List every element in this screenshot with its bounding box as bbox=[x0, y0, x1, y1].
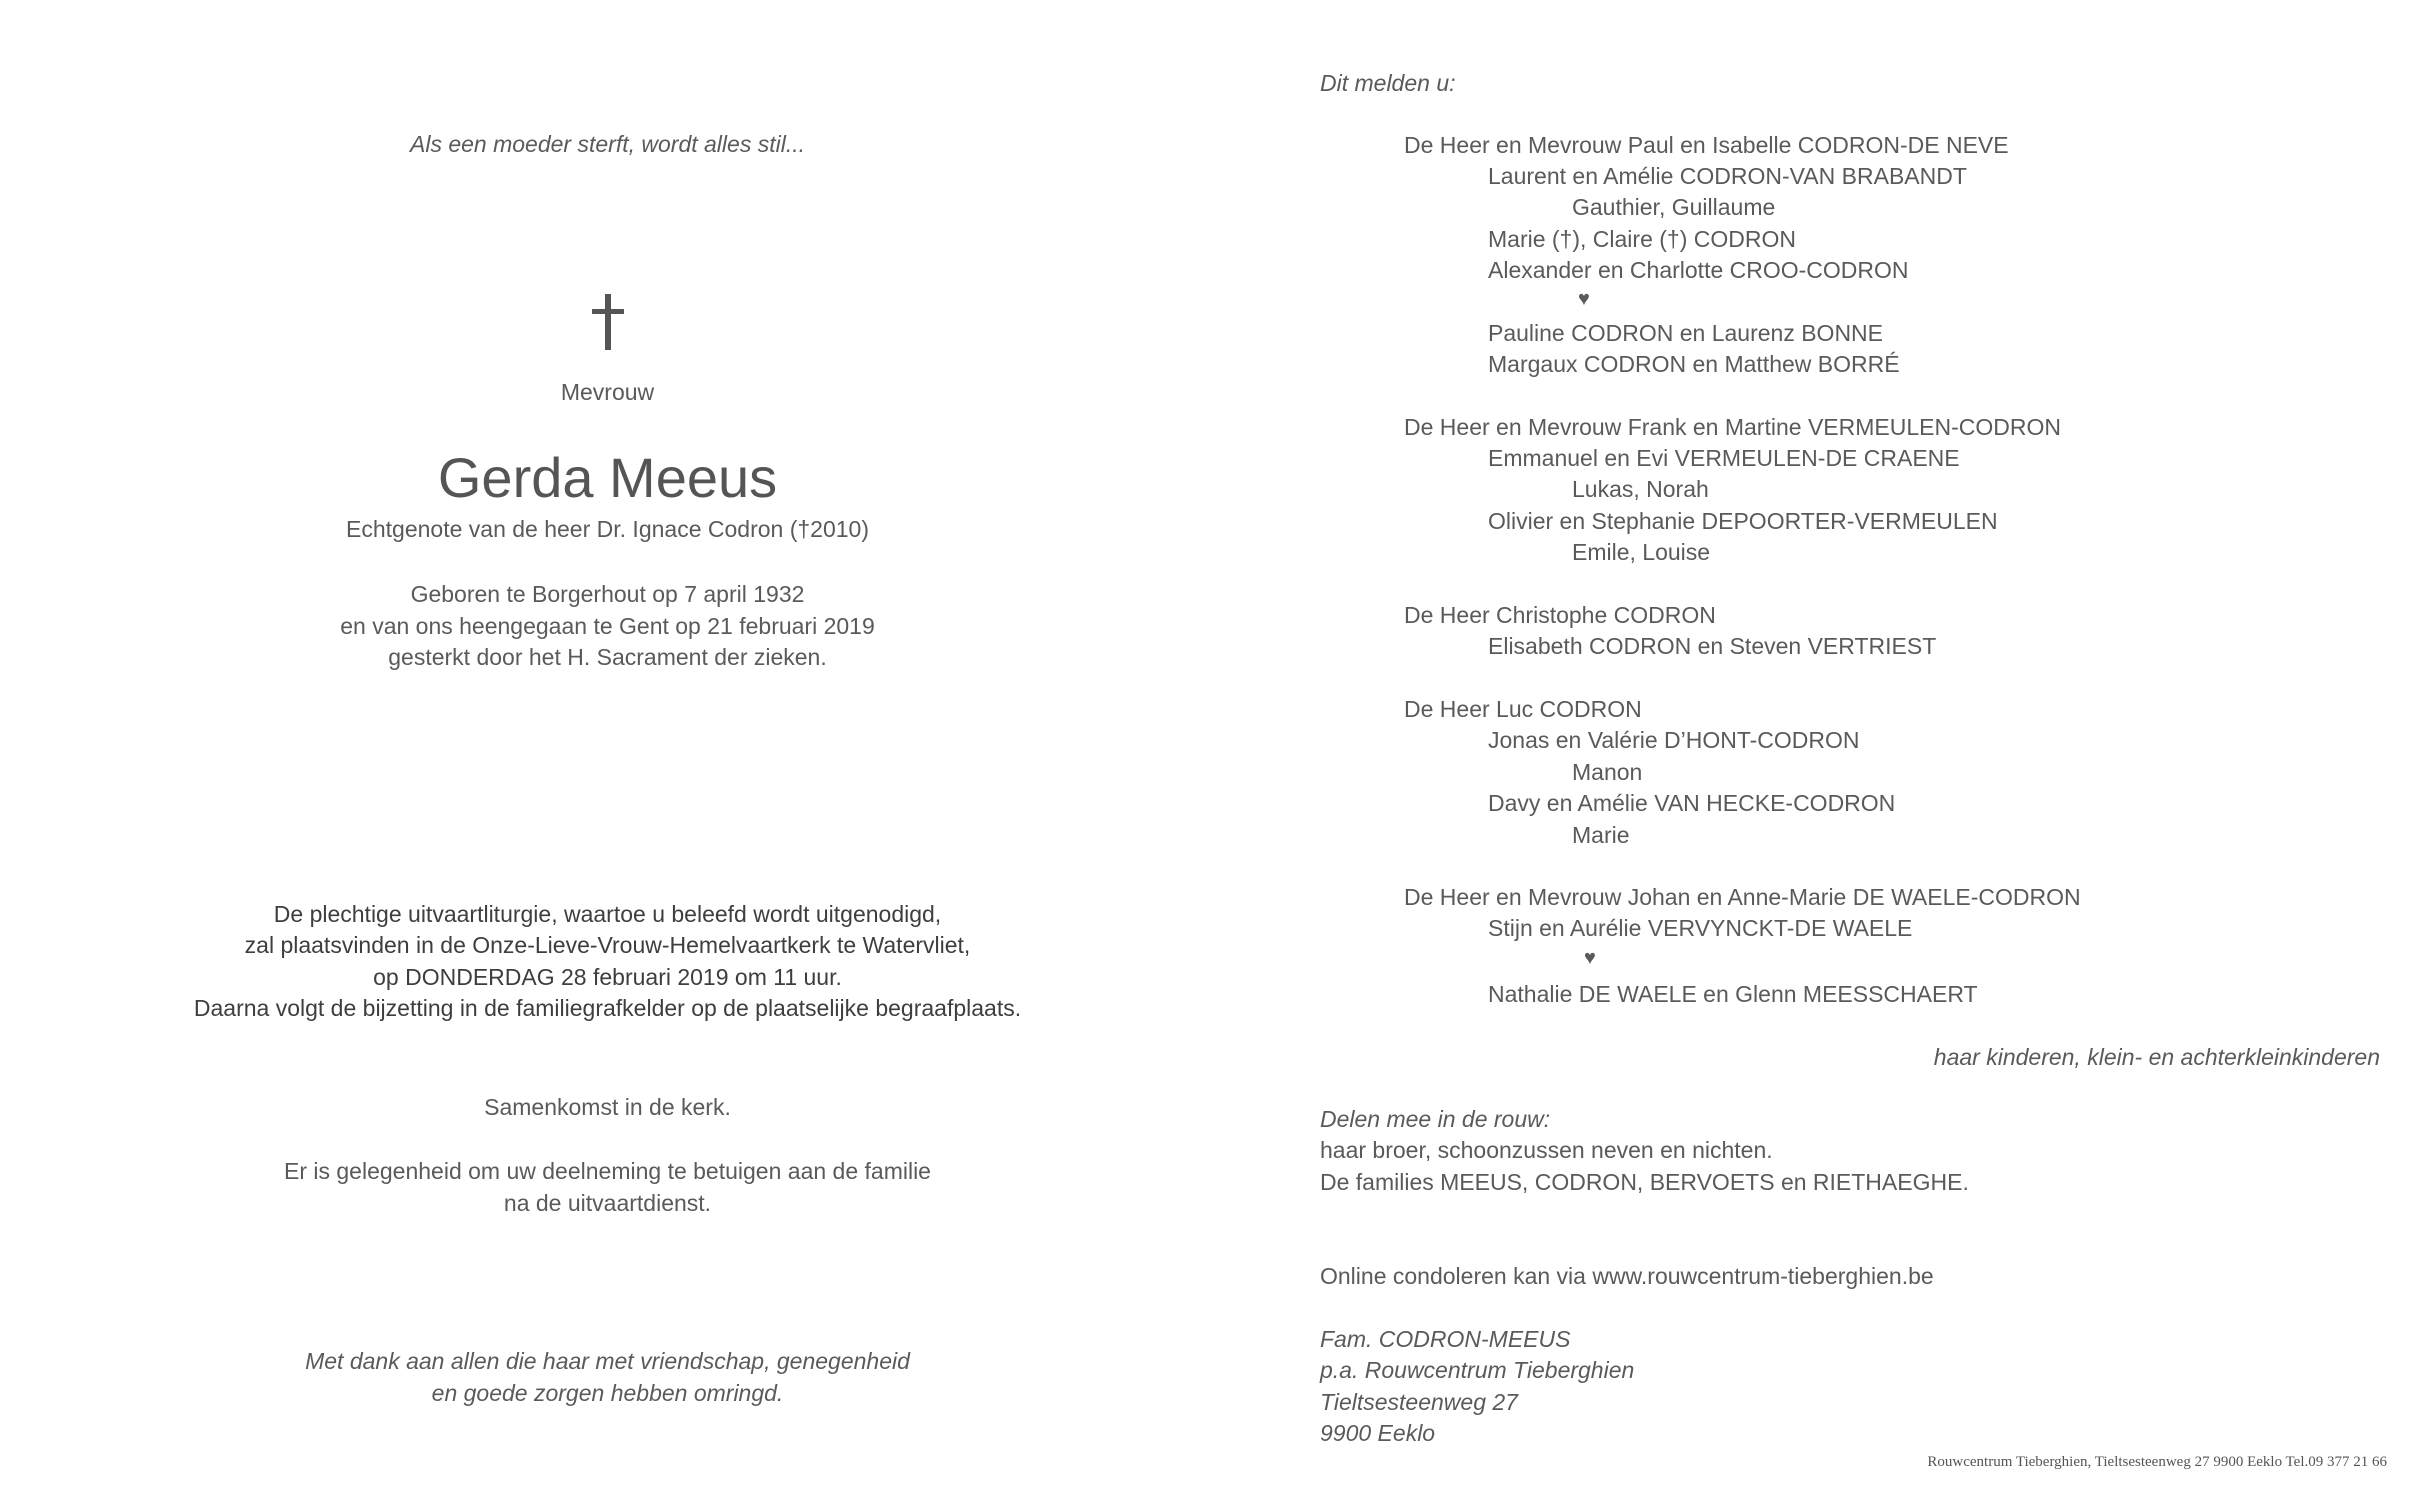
family-line: Manon bbox=[1572, 759, 1643, 785]
family-line: Marie bbox=[1572, 822, 1630, 848]
family-line: Marie (†), Claire (†) CODRON bbox=[1488, 226, 1796, 252]
family-line: Olivier en Stephanie DEPOORTER-VERMEULEN bbox=[1488, 508, 1998, 534]
family-line: Elisabeth CODRON en Steven VERTRIEST bbox=[1488, 633, 1937, 659]
right-panel bbox=[1320, 0, 2400, 1509]
family-line: Davy en Amélie VAN HECKE-CODRON bbox=[1488, 790, 1896, 816]
funeral-line: De plechtige uitvaartliturgie, waartoe u beleefd wordt uitgenodigd, bbox=[273, 901, 942, 927]
family-line: De Heer Luc CODRON bbox=[1404, 696, 1642, 722]
share-line: haar broer, schoonzussen neven en nichten. bbox=[1320, 1137, 1773, 1163]
online-condolence-line: Online condoleren kan via www.rouwcentrum-tieberghien.be bbox=[1320, 1263, 1934, 1289]
spouse-line: Echtgenote van de heer Dr. Ignace Codron (†2010) bbox=[346, 516, 869, 542]
gathering-line: Samenkomst in de kerk. bbox=[484, 1094, 731, 1120]
motto: Als een moeder sterft, wordt alles stil... bbox=[410, 131, 805, 157]
sacrament-line: gesterkt door het H. Sacrament der zieken. bbox=[388, 644, 827, 670]
family-line: Alexander en Charlotte CROO-CODRON bbox=[1488, 257, 1909, 283]
address-line: Tieltsesteenweg 27 bbox=[1320, 1389, 1518, 1415]
family-line: Margaux CODRON en Matthew BORRÉ bbox=[1488, 351, 1900, 377]
share-heading: Delen mee in de rouw: bbox=[1320, 1106, 1551, 1132]
birth-line: Geboren te Borgerhout op 7 april 1932 bbox=[410, 581, 805, 607]
heart-icon: ♥ bbox=[1578, 288, 1590, 310]
family-line: Emmanuel en Evi VERMEULEN-DE CRAENE bbox=[1488, 445, 1960, 471]
family-line: Jonas en Valérie D’HONT-CODRON bbox=[1488, 727, 1860, 753]
death-line: en van ons heengegaan te Gent op 21 februari 2019 bbox=[340, 613, 875, 639]
thanks-line: Met dank aan allen die haar met vriendschap, genegenheid bbox=[305, 1348, 910, 1374]
thanks-line: en goede zorgen hebben omringd. bbox=[431, 1380, 784, 1406]
family-line: Gauthier, Guillaume bbox=[1572, 194, 1776, 220]
condolence-line: na de uitvaartdienst. bbox=[503, 1190, 712, 1216]
family-line: Pauline CODRON en Laurenz BONNE bbox=[1488, 320, 1883, 346]
printer-footer: Rouwcentrum Tieberghien, Tieltsesteenweg 27 9900 Eeklo Tel.09 377 21 66 bbox=[1927, 1454, 2387, 1470]
funeral-line: Daarna volgt de bijzetting in de familiegrafkelder op de plaatselijke begraafplaats. bbox=[193, 995, 1022, 1021]
heart-icon: ♥ bbox=[1584, 947, 1596, 969]
share-line: De families MEEUS, CODRON, BERVOETS en RIETHAEGHE. bbox=[1320, 1169, 1969, 1195]
family-line: De Heer en Mevrouw Johan en Anne-Marie DE WAELE-CODRON bbox=[1404, 884, 2081, 910]
funeral-line: zal plaatsvinden in de Onze-Lieve-Vrouw-Hemelvaartkerk te Watervliet, bbox=[244, 932, 971, 958]
address-line: 9900 Eeklo bbox=[1320, 1420, 1436, 1446]
family-line: Lukas, Norah bbox=[1572, 476, 1709, 502]
address-line: Fam. CODRON-MEEUS bbox=[1320, 1326, 1571, 1352]
deceased-name: Gerda Meeus bbox=[437, 446, 778, 509]
family-line: De Heer en Mevrouw Frank en Martine VERMEULEN-CODRON bbox=[1404, 414, 2061, 440]
family-line: Nathalie DE WAELE en Glenn MEESSCHAERT bbox=[1488, 981, 1978, 1007]
family-line: Stijn en Aurélie VERVYNCKT-DE WAELE bbox=[1488, 915, 1913, 941]
honorific: Mevrouw bbox=[560, 379, 655, 405]
funeral-line: op DONDERDAG 28 februari 2019 om 11 uur. bbox=[373, 964, 842, 990]
family-line: De Heer en Mevrouw Paul en Isabelle CODRON-DE NEVE bbox=[1404, 132, 2009, 158]
family-signature: haar kinderen, klein- en achterkleinkinderen bbox=[1933, 1044, 2380, 1070]
family-line: Emile, Louise bbox=[1572, 539, 1711, 565]
address-line: p.a. Rouwcentrum Tieberghien bbox=[1320, 1357, 1635, 1383]
intro-line: Dit melden u: bbox=[1320, 70, 1456, 96]
family-line: Laurent en Amélie CODRON-VAN BRABANDT bbox=[1488, 163, 1967, 189]
condolence-line: Er is gelegenheid om uw deelneming te betuigen aan de familie bbox=[284, 1158, 931, 1184]
latin-cross-icon bbox=[0, 292, 1215, 352]
family-line: De Heer Christophe CODRON bbox=[1404, 602, 1716, 628]
